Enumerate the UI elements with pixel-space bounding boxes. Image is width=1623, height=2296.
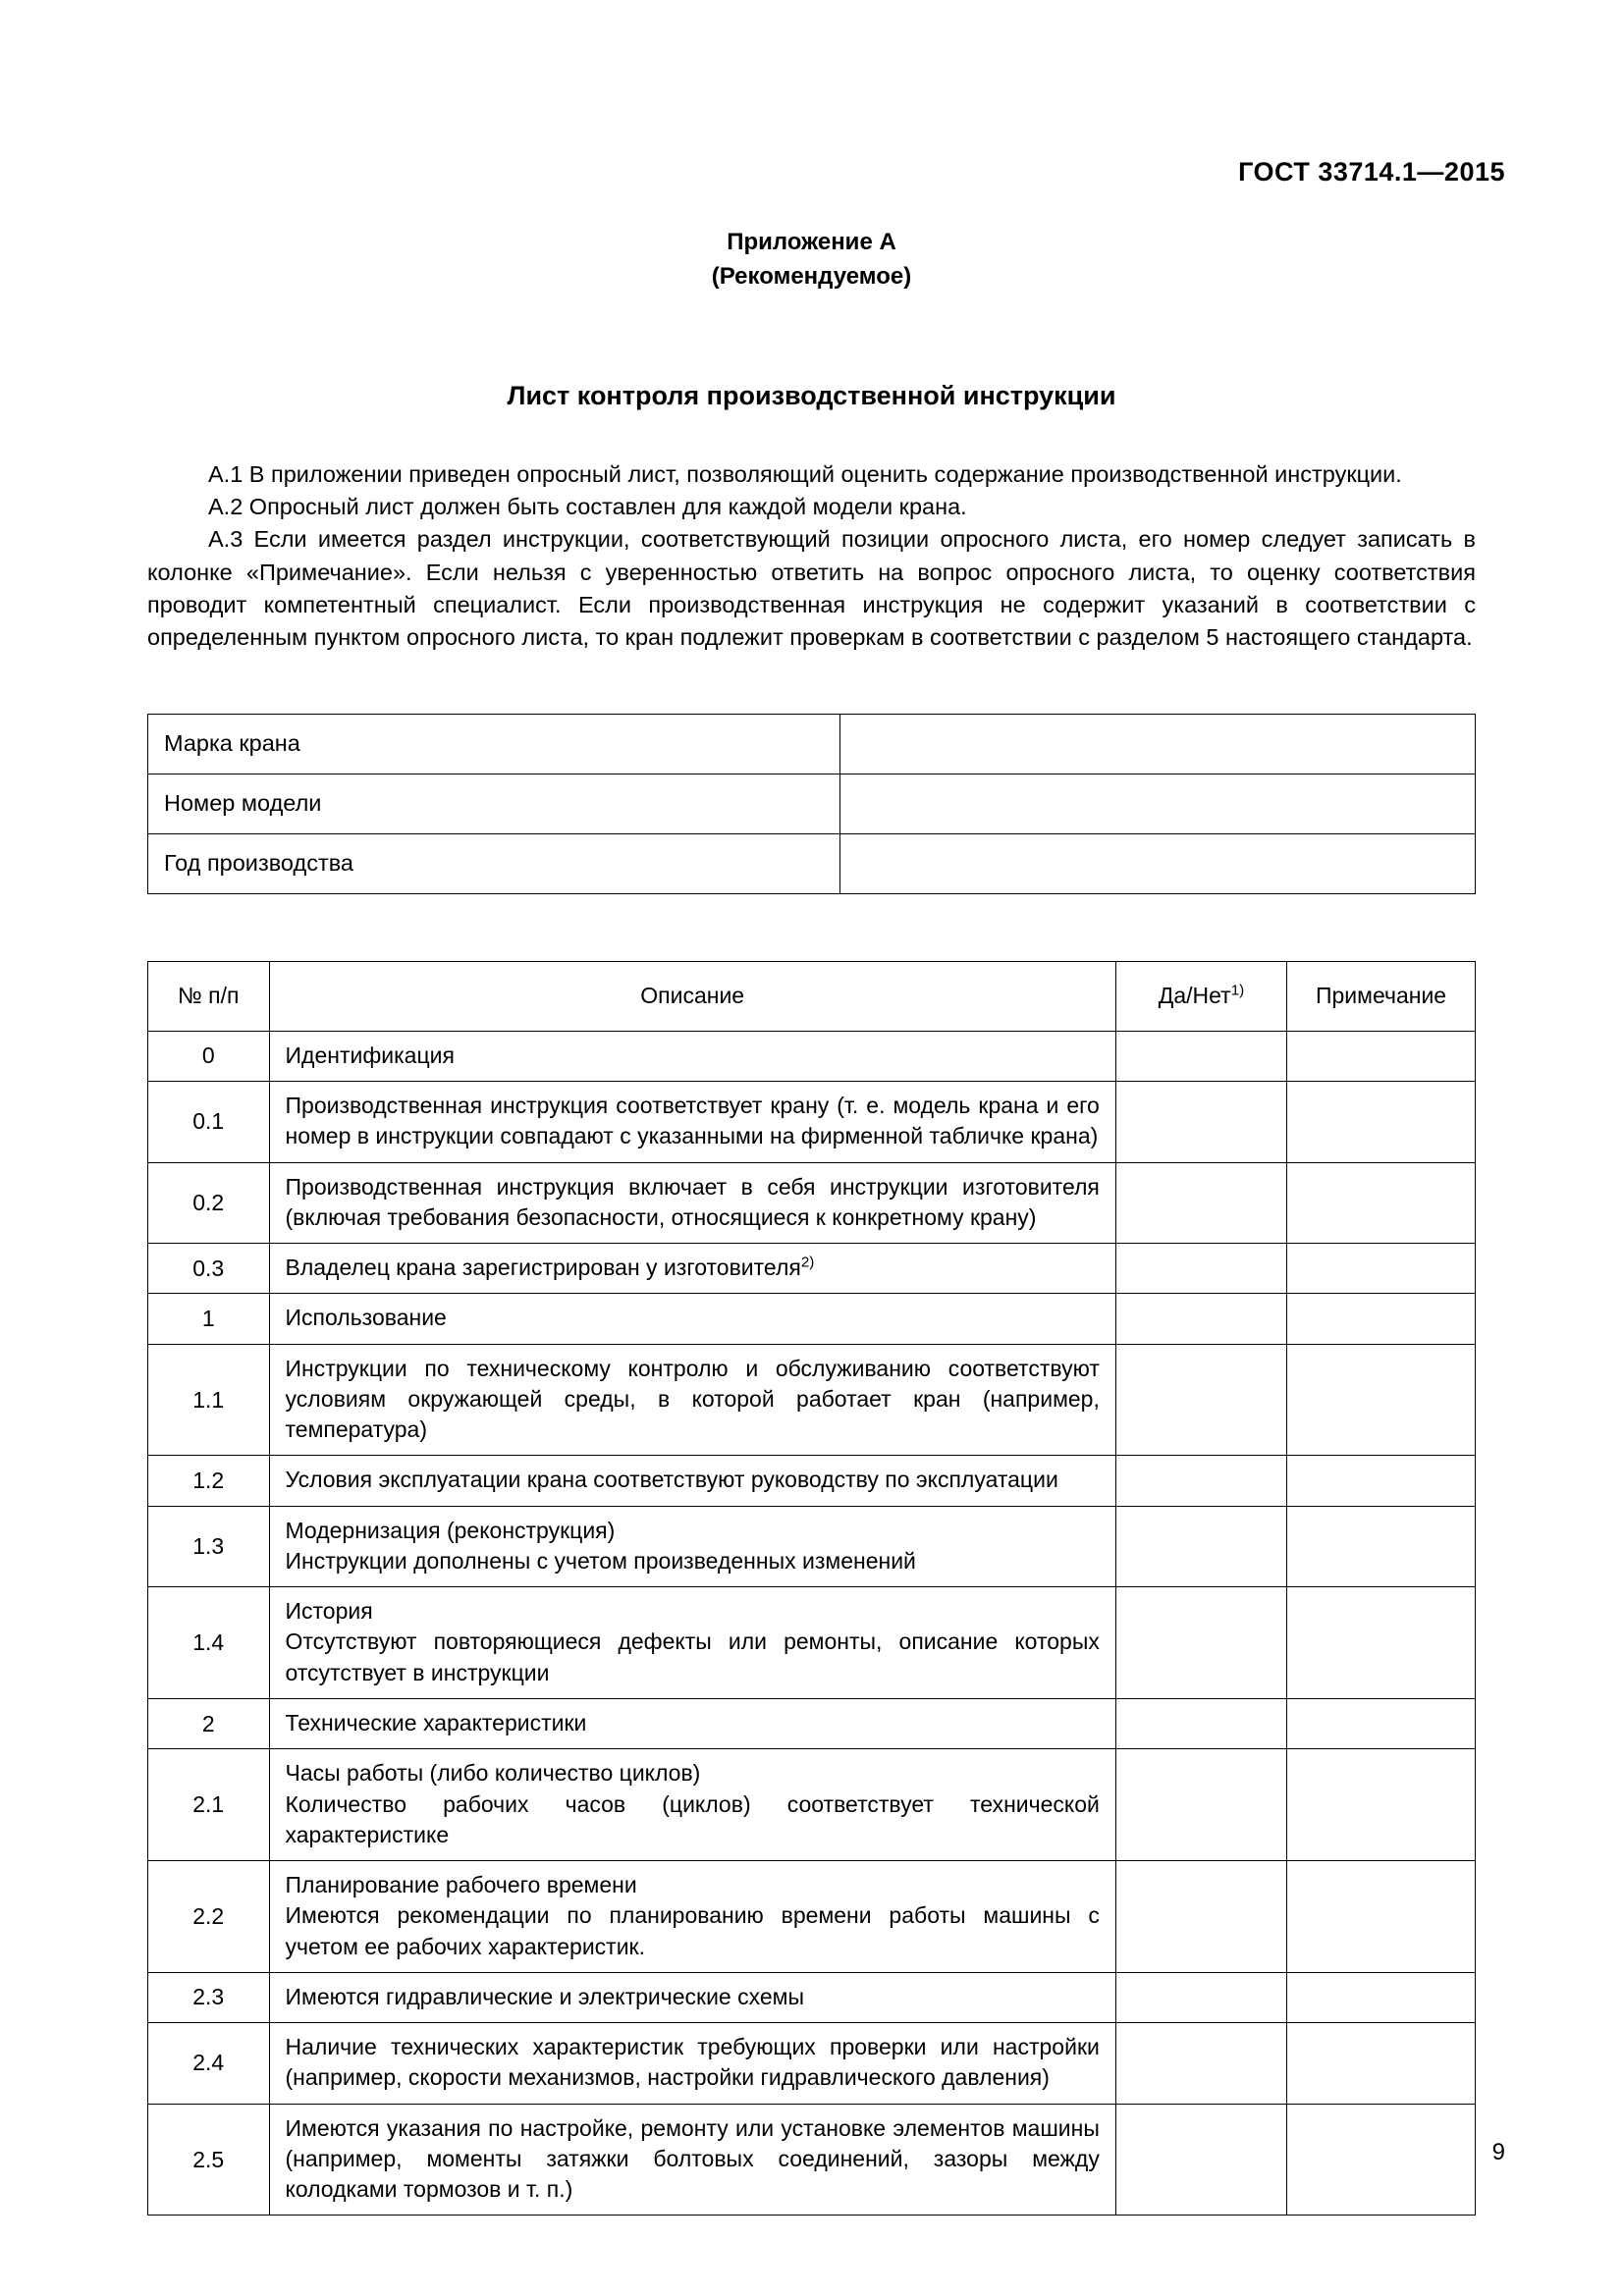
table-row <box>148 1162 1476 1244</box>
row-yesno-cell[interactable] <box>1115 1162 1286 1244</box>
row-yesno-cell[interactable] <box>1115 2104 1286 2216</box>
table-row <box>148 774 1476 833</box>
paragraph-a3: А.3 Если имеется раздел инструкции, соответствующий позиции опросного листа, его номер следует записать в колонке «Примечание». Если нельзя с уверенностью ответить на вопрос опросного листа, то оценку соответствия проводит компетентный специалист. Если производственная инструкция не содержит указаний в соответствии с определенным пунктом опросного листа, то кран подлежит проверкам в соответствии с разделом 5 настоящего стандарта. <box>147 526 1476 651</box>
row-description: История Отсутствуют повторяющиеся дефекты или ремонты, описание которых отсутствует в инструкции <box>269 1587 1115 1699</box>
row-number: 2.3 <box>148 1972 270 2022</box>
row-description: Использование <box>269 1294 1115 1344</box>
checklist-header <box>148 961 1476 1031</box>
row-number: 0.2 <box>148 1162 270 1244</box>
paragraph-a1: А.1 В приложении приведен опросный лист, позволяющий оценить содержание производственной инструкции. <box>208 460 1402 487</box>
row-number: 2.4 <box>148 2023 270 2105</box>
table-row <box>148 1344 1476 1456</box>
table-row <box>148 1244 1476 1294</box>
row-description: Часы работы (либо количество циклов) Количество рабочих часов (циклов) соответствует технической характеристике <box>269 1749 1115 1861</box>
table-row <box>148 714 1476 774</box>
row-note-cell[interactable] <box>1287 1506 1476 1587</box>
table-row <box>148 1031 1476 1081</box>
footnote-marker: 2) <box>800 1254 815 1271</box>
info-value-brand[interactable] <box>840 714 1476 774</box>
info-label-model: Номер модели <box>148 774 840 833</box>
row-description: Планирование рабочего времени Имеются рекомендации по планированию времени работы машины с учетом ее рабочих характеристик. <box>269 1861 1115 1973</box>
header-note: Примечание <box>1287 961 1476 1031</box>
table-row <box>148 1861 1476 1973</box>
row-description: Владелец крана зарегистрирован у изготовителя$^{2)}$ <box>269 1244 1115 1294</box>
standard-designation: ГОСТ 33714.1—2015 <box>1238 157 1505 187</box>
row-description: Условия эксплуатации крана соответствуют руководству по эксплуатации <box>269 1456 1115 1506</box>
table-row <box>148 1456 1476 1506</box>
table-row <box>148 2104 1476 2216</box>
checklist-body <box>148 1031 1476 2216</box>
table-row <box>148 833 1476 893</box>
table-row <box>148 1587 1476 1699</box>
row-note-cell[interactable] <box>1287 1587 1476 1699</box>
row-number: 2 <box>148 1699 270 1749</box>
page-number: 9 <box>1491 2139 1505 2165</box>
intro-paragraphs <box>147 411 1476 655</box>
row-number: 0 <box>148 1031 270 1081</box>
row-yesno-cell[interactable] <box>1115 1587 1286 1699</box>
row-description: Имеются указания по настройке, ремонту или установке элементов машины (например, моменты затяжки болтовых соединений, зазоры между колодками тормозов и т. п.) <box>269 2104 1115 2216</box>
table-row <box>148 1082 1476 1163</box>
row-note-cell[interactable] <box>1287 2104 1476 2216</box>
info-label-brand: Марка крана <box>148 714 840 774</box>
row-note-cell[interactable] <box>1287 2023 1476 2105</box>
row-yesno-cell[interactable] <box>1115 1972 1286 2022</box>
table-row <box>148 1972 1476 2022</box>
row-yesno-cell[interactable] <box>1115 2023 1286 2105</box>
row-yesno-cell[interactable] <box>1115 1749 1286 1861</box>
row-note-cell[interactable] <box>1287 1699 1476 1749</box>
row-note-cell[interactable] <box>1287 1244 1476 1294</box>
header-yesno <box>1115 961 1286 1031</box>
row-yesno-cell[interactable] <box>1115 1344 1286 1456</box>
header-description: Описание <box>269 961 1115 1031</box>
header-number: № п/п <box>148 961 270 1031</box>
row-yesno-cell[interactable] <box>1115 1506 1286 1587</box>
row-yesno-cell[interactable] <box>1115 1294 1286 1344</box>
paragraph-a2: А.2 Опросный лист должен быть составлен для каждой модели крана. <box>208 493 967 519</box>
row-note-cell[interactable] <box>1287 1162 1476 1244</box>
annex-subheading: (Рекомендуемое) <box>711 262 912 290</box>
row-yesno-cell[interactable] <box>1115 1699 1286 1749</box>
row-number: 1.2 <box>148 1456 270 1506</box>
row-note-cell[interactable] <box>1287 1031 1476 1081</box>
page-title: Лист контроля производственной инструкции <box>507 380 1116 410</box>
row-description: Производственная инструкция соответствует крану (т. е. модель крана и его номер в инструкции совпадают с указанными на фирменной табличке крана) <box>269 1082 1115 1163</box>
annex-heading: Приложение А <box>727 229 896 255</box>
row-description: Инструкции по техническому контролю и обслуживанию соответствуют условиям окружающей среды, в которой работает кран (например, температура) <box>269 1344 1115 1456</box>
row-description: Наличие технических характеристик требующих проверки или настройки (например, скорости механизмов, настройки гидравлического давления) <box>269 2023 1115 2105</box>
info-label-year: Год производства <box>148 833 840 893</box>
row-number: 1.3 <box>148 1506 270 1587</box>
header-yesno-label: Да/Нет <box>1158 983 1231 1009</box>
table-row <box>148 2023 1476 2105</box>
info-value-year[interactable] <box>840 833 1476 893</box>
row-description: Модернизация (реконструкция) Инструкции дополнены с учетом произведенных изменений <box>269 1506 1115 1587</box>
row-yesno-cell[interactable] <box>1115 1082 1286 1163</box>
header-yesno-footnote: 1) <box>1230 982 1245 999</box>
row-description: Технические характеристики <box>269 1699 1115 1749</box>
row-description: Идентификация <box>269 1031 1115 1081</box>
row-note-cell[interactable] <box>1287 1294 1476 1344</box>
row-yesno-cell[interactable] <box>1115 1861 1286 1973</box>
row-yesno-cell[interactable] <box>1115 1244 1286 1294</box>
row-number: 1.1 <box>148 1344 270 1456</box>
row-note-cell[interactable] <box>1287 1082 1476 1163</box>
row-note-cell[interactable] <box>1287 1972 1476 2022</box>
crane-info-body <box>148 714 1476 893</box>
table-row <box>148 1294 1476 1344</box>
row-number: 0.3 <box>148 1244 270 1294</box>
row-yesno-cell[interactable] <box>1115 1031 1286 1081</box>
checklist-table <box>147 961 1476 2216</box>
row-yesno-cell[interactable] <box>1115 1456 1286 1506</box>
row-number: 2.5 <box>148 2104 270 2216</box>
table-header-row <box>148 961 1476 1031</box>
row-number: 1.4 <box>148 1587 270 1699</box>
row-number: 1 <box>148 1294 270 1344</box>
row-description: Производственная инструкция включает в себя инструкции изготовителя (включая требования безопасности, относящиеся к конкретному крану) <box>269 1162 1115 1244</box>
row-note-cell[interactable] <box>1287 1344 1476 1456</box>
table-row <box>148 1699 1476 1749</box>
table-row <box>148 1506 1476 1587</box>
row-description: Имеются гидравлические и электрические схемы <box>269 1972 1115 2022</box>
row-note-cell[interactable] <box>1287 1456 1476 1506</box>
crane-info-table <box>147 714 1476 894</box>
row-note-cell[interactable] <box>1287 1861 1476 1973</box>
table-row <box>148 1749 1476 1861</box>
row-number: 2.2 <box>148 1861 270 1973</box>
info-value-model[interactable] <box>840 774 1476 833</box>
row-number: 2.1 <box>148 1749 270 1861</box>
row-note-cell[interactable] <box>1287 1749 1476 1861</box>
row-number: 0.1 <box>148 1082 270 1163</box>
